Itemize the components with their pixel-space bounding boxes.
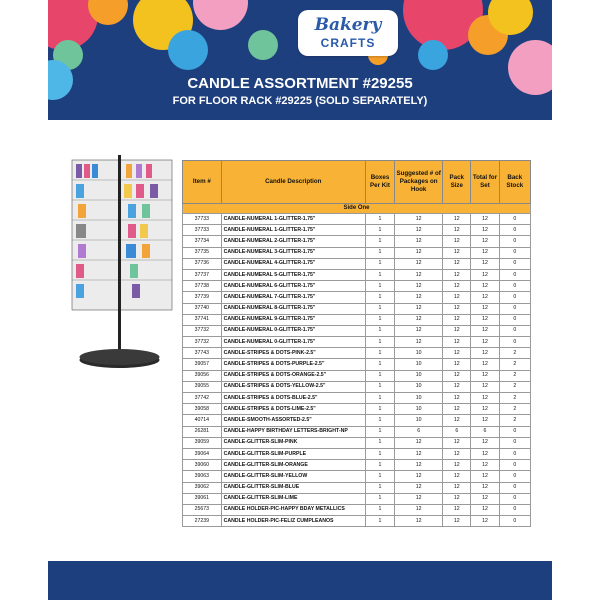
table-cell: CANDLE-STRIPES & DOTS-ORANGE-2.5" (221, 370, 365, 381)
table-cell: CANDLE-STRIPES & DOTS-YELLOW-2.5" (221, 381, 365, 392)
table-cell: 37742 (183, 393, 222, 404)
table-cell: CANDLE-STRIPES & DOTS-BLUE-2.5" (221, 393, 365, 404)
table-cell: 12 (395, 437, 443, 448)
table-cell: 0 (499, 303, 530, 314)
table-cell: 12 (471, 303, 499, 314)
table-cell: 12 (443, 314, 471, 325)
table-cell: 12 (395, 214, 443, 225)
table-cell: 12 (471, 437, 499, 448)
table-cell: 12 (443, 292, 471, 303)
table-cell: 12 (395, 303, 443, 314)
table-cell: 10 (395, 381, 443, 392)
table-cell: CANDLE-NUMERAL 0-GLITTER-1.75" (221, 325, 365, 336)
table-row (183, 348, 531, 359)
table-cell: 10 (395, 415, 443, 426)
table-row (183, 504, 531, 515)
table-cell: 0 (499, 269, 530, 280)
table-cell: 12 (471, 482, 499, 493)
table-cell: 12 (471, 460, 499, 471)
table-cell: 37732 (183, 325, 222, 336)
table-cell: 1 (365, 269, 394, 280)
table-row (183, 258, 531, 269)
decor-dot (418, 40, 448, 70)
table-cell: 0 (499, 247, 530, 258)
table-row (183, 225, 531, 236)
column-header: Item # (183, 161, 222, 204)
table-cell: CANDLE-NUMERAL 8-GLITTER-1.75" (221, 303, 365, 314)
table-cell: 1 (365, 258, 394, 269)
table-cell: 12 (443, 448, 471, 459)
table-cell: 12 (395, 225, 443, 236)
table-cell: 0 (499, 236, 530, 247)
table-cell: 12 (443, 359, 471, 370)
table-cell: 37733 (183, 214, 222, 225)
section-row (183, 204, 531, 214)
table-cell: 2 (499, 370, 530, 381)
table-cell: 12 (471, 348, 499, 359)
table-cell: 12 (471, 325, 499, 336)
table-header-row (183, 161, 531, 204)
table-row (183, 460, 531, 471)
table-cell: 1 (365, 225, 394, 236)
table-cell: 12 (443, 225, 471, 236)
table-cell: 10 (395, 359, 443, 370)
table-cell: 1 (365, 314, 394, 325)
table-cell: 37743 (183, 348, 222, 359)
table-cell: 0 (499, 471, 530, 482)
table-cell: CANDLE-SMOOTH-ASSORTED-2.5" (221, 415, 365, 426)
table-cell: 12 (395, 269, 443, 280)
table-cell: 12 (443, 437, 471, 448)
table-cell: 10 (395, 370, 443, 381)
table-cell: 12 (443, 460, 471, 471)
table-cell: 12 (471, 314, 499, 325)
table-cell: 12 (395, 448, 443, 459)
table-cell: 12 (471, 370, 499, 381)
logo-word-bakery: Bakery (314, 15, 382, 35)
bakery-crafts-logo (298, 10, 398, 56)
table-cell: 1 (365, 426, 394, 437)
table-cell: 12 (395, 337, 443, 348)
table-cell: CANDLE-NUMERAL 2-GLITTER-1.75" (221, 236, 365, 247)
decor-dot (248, 30, 278, 60)
table-cell: 12 (395, 281, 443, 292)
table-cell: CANDLE-GLITTER-SLIM-PINK (221, 437, 365, 448)
column-header: Back Stock (499, 161, 530, 204)
table-row (183, 337, 531, 348)
table-cell: 12 (443, 516, 471, 527)
table-cell: CANDLE HOLDER-PIC-FELIZ CUMPLEANOS (221, 516, 365, 527)
table-cell: 12 (443, 370, 471, 381)
table-cell: CANDLE-STRIPES & DOTS-PINK-2.5" (221, 348, 365, 359)
table-cell: 2 (499, 381, 530, 392)
table-cell: 1 (365, 214, 394, 225)
table-cell: 37736 (183, 258, 222, 269)
table-row (183, 236, 531, 247)
table-cell: 1 (365, 381, 394, 392)
table-cell: 12 (395, 325, 443, 336)
table-cell: 0 (499, 448, 530, 459)
table-cell: 10 (395, 404, 443, 415)
table-cell: CANDLE-NUMERAL 6-GLITTER-1.75" (221, 281, 365, 292)
table-row (183, 303, 531, 314)
table-cell: CANDLE-GLITTER-SLIM-ORANGE (221, 460, 365, 471)
table-cell: 39063 (183, 471, 222, 482)
table-cell: 12 (395, 482, 443, 493)
page-subtitle: FOR FLOOR RACK #29225 (SOLD SEPARATELY) (172, 95, 428, 107)
section-label: Side One (183, 204, 531, 214)
table-cell: 1 (365, 236, 394, 247)
decor-dot (168, 30, 208, 70)
table-cell: 1 (365, 370, 394, 381)
table-cell: 0 (499, 493, 530, 504)
table-cell: 12 (443, 415, 471, 426)
table-cell: 12 (471, 337, 499, 348)
table-cell: CANDLE-GLITTER-SLIM-LIME (221, 493, 365, 504)
table-cell: 2 (499, 348, 530, 359)
table-cell: 12 (443, 393, 471, 404)
table-cell: 12 (471, 415, 499, 426)
table-cell: 39062 (183, 482, 222, 493)
table-cell: 12 (395, 258, 443, 269)
table-cell: 0 (499, 426, 530, 437)
table-cell: 26281 (183, 426, 222, 437)
table-cell: 12 (471, 381, 499, 392)
table-cell: 12 (443, 281, 471, 292)
table-cell: 39060 (183, 460, 222, 471)
table-cell: 39055 (183, 381, 222, 392)
table-cell: 12 (471, 504, 499, 515)
table-cell: 12 (395, 493, 443, 504)
table-cell: CANDLE-GLITTER-SLIM-PURPLE (221, 448, 365, 459)
table-cell: 12 (443, 482, 471, 493)
table-cell: 0 (499, 258, 530, 269)
table-cell: 12 (443, 325, 471, 336)
table-cell: 1 (365, 325, 394, 336)
table-cell: 12 (471, 247, 499, 258)
table-cell: 37739 (183, 292, 222, 303)
table-cell: 0 (499, 437, 530, 448)
table-row (183, 214, 531, 225)
table-cell: 0 (499, 337, 530, 348)
table-row (183, 292, 531, 303)
table-cell: 1 (365, 448, 394, 459)
table-row (183, 269, 531, 280)
table-cell: 12 (471, 214, 499, 225)
table-cell: 12 (395, 236, 443, 247)
table-cell: 12 (443, 381, 471, 392)
table-cell: 12 (395, 504, 443, 515)
table-row (183, 482, 531, 493)
table-cell: 2 (499, 415, 530, 426)
table-cell: 1 (365, 247, 394, 258)
table-cell: 12 (395, 516, 443, 527)
table-cell: 1 (365, 393, 394, 404)
table-cell: 6 (471, 426, 499, 437)
column-header: Pack Size (443, 161, 471, 204)
table-cell: CANDLE-GLITTER-SLIM-BLUE (221, 482, 365, 493)
table-cell: 2 (499, 359, 530, 370)
table-cell: 10 (395, 348, 443, 359)
header-banner (48, 0, 552, 120)
footer-banner (48, 561, 552, 600)
logo-word-crafts: CRAFTS (320, 36, 376, 50)
table-cell: 12 (443, 493, 471, 504)
table-cell: 1 (365, 359, 394, 370)
table-cell: CANDLE-NUMERAL 3-GLITTER-1.75" (221, 247, 365, 258)
table-cell: 12 (395, 247, 443, 258)
table-row (183, 426, 531, 437)
table-cell: 39057 (183, 359, 222, 370)
table-cell: 39064 (183, 448, 222, 459)
table-cell: 6 (443, 426, 471, 437)
table-row (183, 381, 531, 392)
table-cell: CANDLE-NUMERAL 0-GLITTER-1.75" (221, 337, 365, 348)
table-row (183, 404, 531, 415)
table-cell: 40714 (183, 415, 222, 426)
table-cell: 0 (499, 504, 530, 515)
table-cell: 12 (471, 281, 499, 292)
table-cell: CANDLE-NUMERAL 1-GLITTER-1.75" (221, 214, 365, 225)
table-cell: 27239 (183, 516, 222, 527)
table-row (183, 359, 531, 370)
table-row (183, 325, 531, 336)
column-header: Candle Description (221, 161, 365, 204)
table-cell: 12 (471, 493, 499, 504)
floor-rack-image (66, 150, 178, 375)
table-cell: 0 (499, 516, 530, 527)
table-row (183, 370, 531, 381)
table-cell: 37741 (183, 314, 222, 325)
table-cell: 12 (443, 337, 471, 348)
table-cell: 6 (395, 426, 443, 437)
table-cell: CANDLE-STRIPES & DOTS-LIME-2.5" (221, 404, 365, 415)
table-cell: 10 (395, 393, 443, 404)
table-cell: CANDLE-GLITTER-SLIM-YELLOW (221, 471, 365, 482)
page-title: CANDLE ASSORTMENT #29255 (187, 75, 413, 92)
column-header: Boxes Per Kit (365, 161, 394, 204)
table-cell: 12 (471, 393, 499, 404)
column-header: Suggested # of Packages on Hook (395, 161, 443, 204)
table-cell: CANDLE-NUMERAL 7-GLITTER-1.75" (221, 292, 365, 303)
table-cell: CANDLE-NUMERAL 9-GLITTER-1.75" (221, 314, 365, 325)
table-cell: 12 (443, 348, 471, 359)
table-cell: 1 (365, 493, 394, 504)
table-cell: 1 (365, 437, 394, 448)
table-cell: CANDLE-NUMERAL 4-GLITTER-1.75" (221, 258, 365, 269)
table-cell: CANDLE-NUMERAL 1-GLITTER-1.75" (221, 225, 365, 236)
table-cell: 12 (471, 471, 499, 482)
table-row (183, 281, 531, 292)
table-cell: 37735 (183, 247, 222, 258)
table-cell: 1 (365, 482, 394, 493)
table-cell: 1 (365, 292, 394, 303)
table-cell: 1 (365, 504, 394, 515)
table-cell: 0 (499, 225, 530, 236)
table-cell: 0 (499, 292, 530, 303)
table-cell: 25673 (183, 504, 222, 515)
table-cell: 39059 (183, 437, 222, 448)
table-cell: 37732 (183, 337, 222, 348)
table-cell: 1 (365, 471, 394, 482)
table-row (183, 247, 531, 258)
table-cell: 0 (499, 325, 530, 336)
table-cell: 12 (395, 314, 443, 325)
table-cell: CANDLE-STRIPES & DOTS-PURPLE-2.5" (221, 359, 365, 370)
table-cell: 1 (365, 415, 394, 426)
table-row (183, 393, 531, 404)
table-cell: 37740 (183, 303, 222, 314)
table-cell: 12 (471, 292, 499, 303)
column-header: Total for Set (471, 161, 499, 204)
table-cell: 37734 (183, 236, 222, 247)
table-row (183, 437, 531, 448)
table-cell: 0 (499, 281, 530, 292)
table-cell: 12 (443, 236, 471, 247)
table-cell: 12 (395, 292, 443, 303)
table-cell: CANDLE-HAPPY BIRTHDAY LETTERS-BRIGHT-NP (221, 426, 365, 437)
table-cell: 12 (471, 225, 499, 236)
table-row (183, 471, 531, 482)
table-cell: 1 (365, 460, 394, 471)
table-cell: 39056 (183, 370, 222, 381)
table-cell: 2 (499, 393, 530, 404)
table-cell: 12 (471, 359, 499, 370)
table-cell: 39061 (183, 493, 222, 504)
table-cell: 1 (365, 516, 394, 527)
table-cell: 12 (443, 247, 471, 258)
table-cell: 39058 (183, 404, 222, 415)
table-cell: 37737 (183, 269, 222, 280)
table-cell: 12 (471, 269, 499, 280)
table-cell: CANDLE-NUMERAL 5-GLITTER-1.75" (221, 269, 365, 280)
candle-assortment-table (182, 160, 531, 527)
table-cell: 1 (365, 337, 394, 348)
table-row (183, 448, 531, 459)
table-cell: 1 (365, 281, 394, 292)
table-cell: 12 (443, 404, 471, 415)
table-cell: 12 (395, 471, 443, 482)
table-cell: 12 (443, 258, 471, 269)
table-cell: 12 (443, 303, 471, 314)
table-cell: 0 (499, 482, 530, 493)
table-row (183, 493, 531, 504)
table-cell: 1 (365, 303, 394, 314)
table-cell: 1 (365, 404, 394, 415)
table-cell: 0 (499, 214, 530, 225)
table-cell: 12 (443, 471, 471, 482)
table-row (183, 415, 531, 426)
table-row (183, 516, 531, 527)
table-row (183, 314, 531, 325)
table-cell: 37738 (183, 281, 222, 292)
table-cell: 12 (471, 236, 499, 247)
table-cell: CANDLE HOLDER-PIC-HAPPY BDAY METALLICS (221, 504, 365, 515)
table-cell: 0 (499, 460, 530, 471)
table-cell: 0 (499, 314, 530, 325)
table-cell: 12 (443, 269, 471, 280)
table-cell: 12 (471, 258, 499, 269)
table-cell: 2 (499, 404, 530, 415)
table-cell: 12 (443, 504, 471, 515)
table-cell: 12 (443, 214, 471, 225)
table-cell: 12 (471, 448, 499, 459)
table-cell: 12 (471, 516, 499, 527)
table-cell: 1 (365, 348, 394, 359)
table-cell: 12 (395, 460, 443, 471)
table-cell: 37733 (183, 225, 222, 236)
table-cell: 12 (471, 404, 499, 415)
decor-dot (193, 0, 248, 30)
